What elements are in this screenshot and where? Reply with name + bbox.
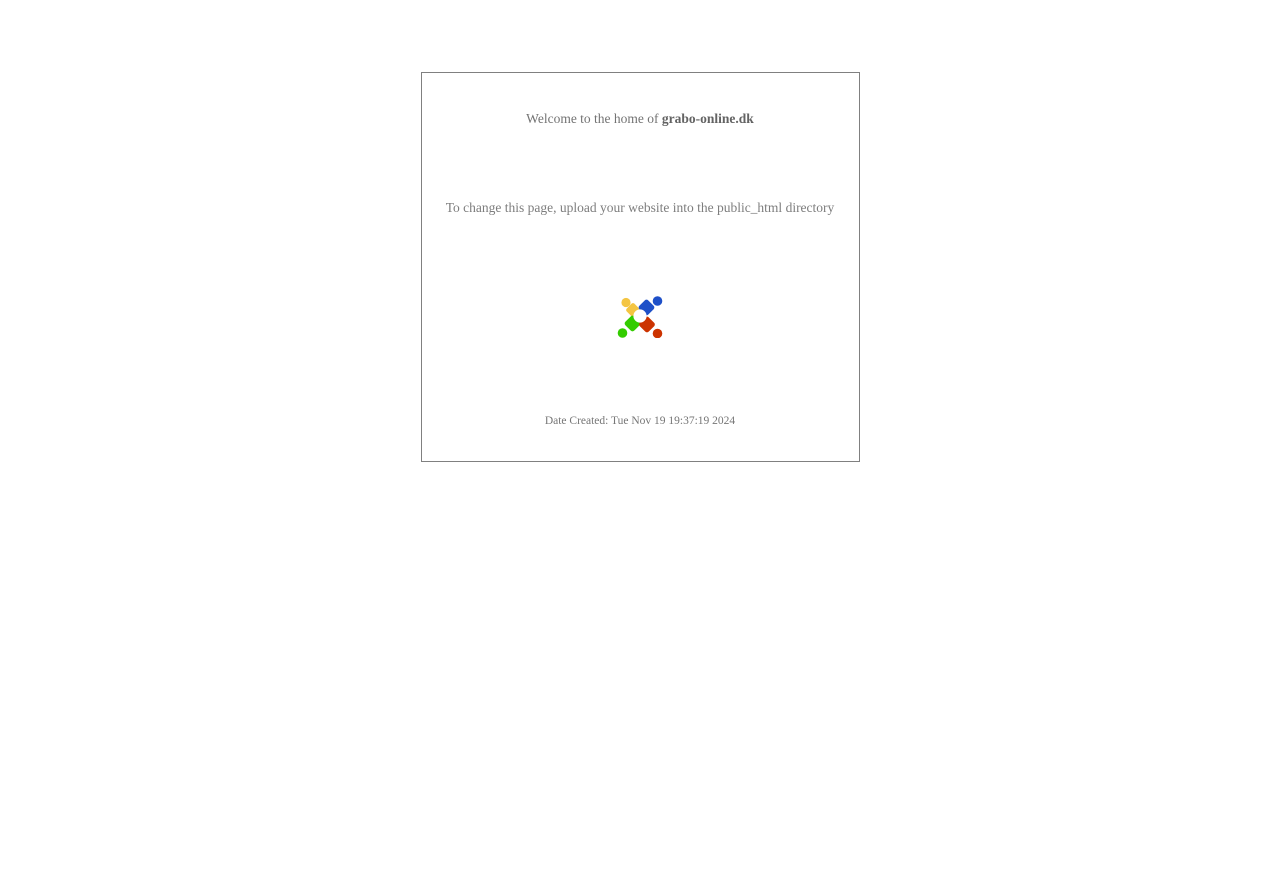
welcome-heading (422, 111, 859, 127)
logo-red-head (653, 329, 663, 338)
logo-blue-head (653, 296, 663, 306)
hosting-provider-logo-icon (617, 294, 663, 338)
logo-yellow-head (621, 298, 630, 307)
hosting-provider-logo (617, 294, 663, 338)
instruction-text: To change this page, upload your website into the public_html directory (445, 200, 835, 215)
domain-name: grabo-online.dk (661, 111, 754, 126)
logo-green-head (618, 328, 628, 338)
logo-center-dot (633, 309, 646, 322)
welcome-prefix: Welcome to the home of (526, 111, 662, 126)
date-created: Date Created: Tue Nov 19 19:37:19 2024 (544, 415, 736, 427)
placeholder-box (421, 72, 860, 462)
